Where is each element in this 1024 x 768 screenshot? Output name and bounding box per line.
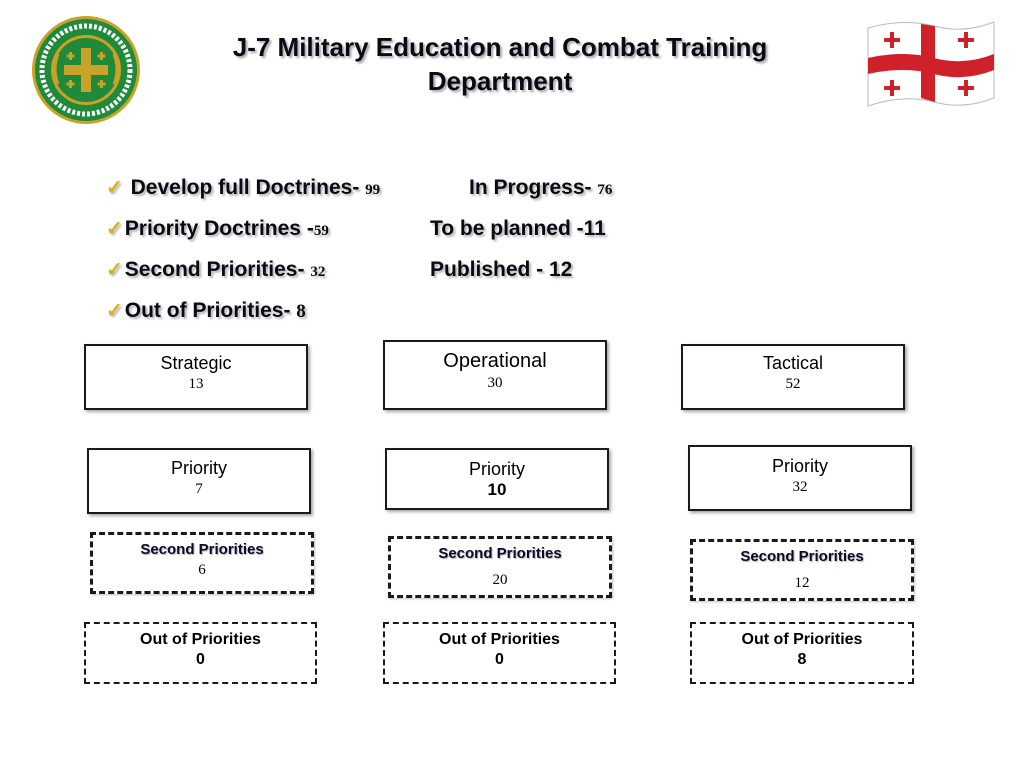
category-box-operational <box>383 340 607 410</box>
out-of-priorities-box-operational <box>383 622 616 684</box>
out-of-priorities-value: 0 <box>196 651 205 668</box>
second-priorities-label: Second Priorities <box>438 545 562 562</box>
out-of-priorities-box-strategic <box>84 622 317 684</box>
military-emblem-icon <box>30 14 142 126</box>
second-priorities-value: 12 <box>794 575 810 591</box>
out-of-priorities-value: 0 <box>495 651 504 668</box>
out-of-priorities-value: 8 <box>797 651 807 668</box>
checkmark-icon: ✓ <box>106 218 123 240</box>
priority-label: Priority <box>468 459 525 479</box>
checkmark-icon: ✓ <box>106 259 123 281</box>
status-to-be-planned: To be planned -11 <box>430 217 606 240</box>
category-box-tactical <box>681 344 905 410</box>
bullet-value: 32 <box>310 264 326 280</box>
checkmark-icon: ✓ <box>106 300 123 322</box>
page-title: J-7 Military Education and Combat Training Department <box>232 32 768 96</box>
bullet-label: Priority Doctrines - <box>124 217 314 240</box>
priority-value: 7 <box>195 481 203 497</box>
category-value: 30 <box>487 375 503 391</box>
second-priorities-label: Second Priorities <box>740 548 864 565</box>
bullet-value: 59 <box>313 223 329 239</box>
priority-value: 32 <box>792 479 808 495</box>
priority-label: Priority <box>771 456 828 476</box>
bullet-second-priorities <box>106 258 325 284</box>
status-label: In Progress- <box>469 176 598 199</box>
priority-box-strategic <box>87 448 311 514</box>
bullet-label: Develop full Doctrines- <box>130 176 366 199</box>
bullet-label: Second Priorities- <box>124 258 311 281</box>
second-priorities-value: 20 <box>492 572 508 588</box>
priority-label: Priority <box>170 458 227 478</box>
second-priorities-value: 6 <box>198 562 206 578</box>
bullet-label: Out of Priorities- <box>124 299 297 322</box>
bullet-value: 99 <box>365 182 381 198</box>
priority-box-tactical <box>688 445 912 511</box>
category-label: Strategic <box>160 353 232 373</box>
georgian-flag-icon <box>864 18 998 110</box>
status-published: Published - 12 <box>430 258 573 281</box>
priority-box-operational <box>385 448 609 510</box>
bullet-value: 8 <box>296 301 306 322</box>
status-value: 76 <box>597 182 613 198</box>
status-in-progress <box>469 176 612 202</box>
out-of-priorities-label: Out of Priorities <box>439 631 560 648</box>
category-value: 52 <box>785 376 801 392</box>
out-of-priorities-box-tactical <box>690 622 914 684</box>
checkmark-icon: ✓ <box>106 177 123 199</box>
second-priorities-box-tactical <box>690 539 914 601</box>
bullet-out-of-priorities <box>106 299 306 324</box>
second-priorities-box-strategic <box>90 532 314 594</box>
out-of-priorities-label: Out of Priorities <box>741 631 863 648</box>
category-label: Tactical <box>762 353 824 373</box>
second-priorities-box-operational <box>388 536 612 598</box>
out-of-priorities-label: Out of Priorities <box>140 631 261 648</box>
category-label: Operational <box>443 350 547 372</box>
bullet-priority-doctrines <box>106 217 329 243</box>
category-value: 13 <box>188 376 204 392</box>
category-box-strategic <box>84 344 308 410</box>
bullet-full-doctrines <box>106 176 380 202</box>
priority-value: 10 <box>487 480 507 499</box>
second-priorities-label: Second Priorities <box>140 541 264 558</box>
